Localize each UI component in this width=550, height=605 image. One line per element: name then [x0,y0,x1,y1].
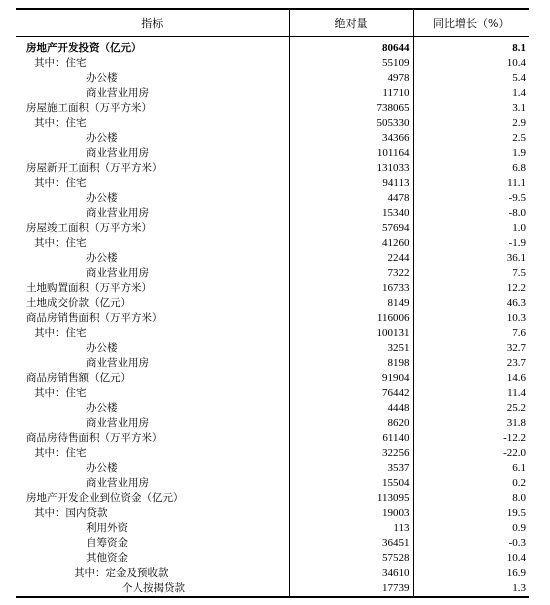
row-label: 其中：住宅 [34,57,87,69]
row-absolute-value: 17739 [289,581,413,597]
row-yoy-growth: 23.7 [413,356,529,371]
row-absolute-value: 91904 [289,371,413,386]
table-row [16,266,529,281]
row-label: 其中：定金及预收款 [74,567,169,579]
table-row [16,416,529,431]
row-absolute-value: 505330 [289,116,413,131]
row-absolute-value: 32256 [289,446,413,461]
table-row [16,371,529,386]
table-row [16,116,529,131]
table-row [16,491,529,506]
row-absolute-value: 3251 [289,341,413,356]
row-label: 土地成交价款（亿元） [26,297,131,309]
row-yoy-growth: 6.8 [413,161,529,176]
table-row [16,161,529,176]
table-body [16,37,529,598]
row-label: 其中：住宅 [34,327,87,339]
table-row [16,581,529,597]
table-row [16,566,529,581]
row-yoy-growth: 25.2 [413,401,529,416]
row-yoy-growth: 1.3 [413,581,529,597]
row-yoy-growth: -9.5 [413,191,529,206]
row-yoy-growth: 11.4 [413,386,529,401]
table-row [16,56,529,71]
row-absolute-value: 34610 [289,566,413,581]
row-absolute-value: 16733 [289,281,413,296]
row-absolute-value: 15504 [289,476,413,491]
table-row [16,131,529,146]
row-label: 办公楼 [86,132,118,144]
row-yoy-growth: 14.6 [413,371,529,386]
row-yoy-growth: 16.9 [413,566,529,581]
row-absolute-value: 3537 [289,461,413,476]
row-yoy-growth: 0.9 [413,521,529,536]
row-absolute-value: 61140 [289,431,413,446]
row-yoy-growth: 10.4 [413,551,529,566]
row-label: 自筹资金 [86,537,128,549]
row-label: 房屋新开工面积（万平方米） [26,162,163,174]
row-absolute-value: 94113 [289,176,413,191]
row-yoy-growth: -22.0 [413,446,529,461]
row-absolute-value: 7322 [289,266,413,281]
table-header-row [16,9,529,37]
row-yoy-growth: 19.5 [413,506,529,521]
table-row [16,37,529,57]
row-label: 商业营业用房 [86,207,149,219]
table-row [16,446,529,461]
row-absolute-value: 116006 [289,311,413,326]
table-row [16,311,529,326]
row-yoy-growth: 8.0 [413,491,529,506]
row-label: 商业营业用房 [86,147,149,159]
row-yoy-growth: 10.4 [413,56,529,71]
row-label: 房地产开发投资（亿元） [26,42,142,54]
header-yoy-growth: 同比增长（%） [413,9,529,37]
row-absolute-value: 4978 [289,71,413,86]
table-row [16,86,529,101]
row-yoy-growth: 0.2 [413,476,529,491]
table-row [16,101,529,116]
table-row [16,296,529,311]
row-absolute-value: 8198 [289,356,413,371]
row-absolute-value: 34366 [289,131,413,146]
row-yoy-growth: 7.6 [413,326,529,341]
row-absolute-value: 80644 [289,37,413,57]
row-yoy-growth: 1.4 [413,86,529,101]
row-label: 商业营业用房 [86,267,149,279]
row-label: 房地产开发企业到位资金（亿元） [26,492,184,504]
row-yoy-growth: 1.9 [413,146,529,161]
row-label: 其中：住宅 [34,387,87,399]
table-row [16,251,529,266]
row-label: 办公楼 [86,192,118,204]
row-absolute-value: 8149 [289,296,413,311]
row-absolute-value: 100131 [289,326,413,341]
row-absolute-value: 113095 [289,491,413,506]
row-label: 商业营业用房 [86,357,149,369]
header-indicator: 指标 [16,9,289,37]
row-absolute-value: 2244 [289,251,413,266]
row-label: 其中：住宅 [34,447,87,459]
row-yoy-growth: 46.3 [413,296,529,311]
row-yoy-growth: 6.1 [413,461,529,476]
row-label: 其中：住宅 [34,177,87,189]
row-label: 办公楼 [86,72,118,84]
table-row [16,71,529,86]
row-absolute-value: 41260 [289,236,413,251]
row-yoy-growth: 5.4 [413,71,529,86]
table-row [16,521,529,536]
row-absolute-value: 113 [289,521,413,536]
row-label: 个人按揭贷款 [16,581,289,597]
row-label: 利用外资 [86,522,128,534]
row-label: 商业营业用房 [86,477,149,489]
row-absolute-value: 131033 [289,161,413,176]
table-row [16,206,529,221]
row-yoy-growth: 8.1 [413,37,529,57]
row-absolute-value: 19003 [289,506,413,521]
table-row [16,341,529,356]
table-row [16,506,529,521]
row-absolute-value: 57528 [289,551,413,566]
row-label: 商业营业用房 [86,417,149,429]
table-row [16,191,529,206]
real-estate-statistics-table [16,8,529,598]
row-yoy-growth: -1.9 [413,236,529,251]
row-label: 其中：住宅 [34,117,87,129]
table-row [16,326,529,341]
row-yoy-growth: -12.2 [413,431,529,446]
table-row [16,281,529,296]
row-label: 办公楼 [86,402,118,414]
row-label: 其中：住宅 [34,237,87,249]
row-label: 商品房待售面积（万平方米） [26,432,163,444]
header-absolute-value: 绝对量 [289,9,413,37]
row-label: 其他资金 [86,552,128,564]
row-yoy-growth: 12.2 [413,281,529,296]
row-absolute-value: 738065 [289,101,413,116]
row-absolute-value: 4448 [289,401,413,416]
row-absolute-value: 15340 [289,206,413,221]
table-row [16,401,529,416]
row-label: 房屋施工面积（万平方米） [26,102,152,114]
row-label: 土地购置面积（万平方米） [26,282,152,294]
table-row [16,461,529,476]
row-yoy-growth: -0.3 [413,536,529,551]
table-row [16,536,529,551]
row-absolute-value: 76442 [289,386,413,401]
row-label: 其中：国内贷款 [34,507,108,519]
row-absolute-value: 57694 [289,221,413,236]
row-yoy-growth: 36.1 [413,251,529,266]
row-yoy-growth: 1.0 [413,221,529,236]
table-row [16,476,529,491]
row-yoy-growth: 7.5 [413,266,529,281]
row-absolute-value: 55109 [289,56,413,71]
table-row [16,221,529,236]
row-yoy-growth: -8.0 [413,206,529,221]
table-row [16,431,529,446]
row-label: 房屋竣工面积（万平方米） [26,222,152,234]
table-row [16,176,529,191]
row-yoy-growth: 11.1 [413,176,529,191]
row-label: 办公楼 [86,252,118,264]
row-yoy-growth: 10.3 [413,311,529,326]
row-label: 商业营业用房 [86,87,149,99]
row-label: 商品房销售面积（万平方米） [26,312,163,324]
row-yoy-growth: 2.9 [413,116,529,131]
row-label: 办公楼 [86,462,118,474]
row-label: 办公楼 [86,342,118,354]
table-row [16,356,529,371]
table-row [16,146,529,161]
row-label: 商品房销售额（亿元） [26,372,131,384]
row-yoy-growth: 2.5 [413,131,529,146]
row-absolute-value: 8620 [289,416,413,431]
row-absolute-value: 4478 [289,191,413,206]
row-yoy-growth: 31.8 [413,416,529,431]
row-absolute-value: 101164 [289,146,413,161]
row-yoy-growth: 32.7 [413,341,529,356]
table-row [16,551,529,566]
row-absolute-value: 11710 [289,86,413,101]
table-row [16,386,529,401]
row-yoy-growth: 3.1 [413,101,529,116]
row-absolute-value: 36451 [289,536,413,551]
table-row [16,236,529,251]
